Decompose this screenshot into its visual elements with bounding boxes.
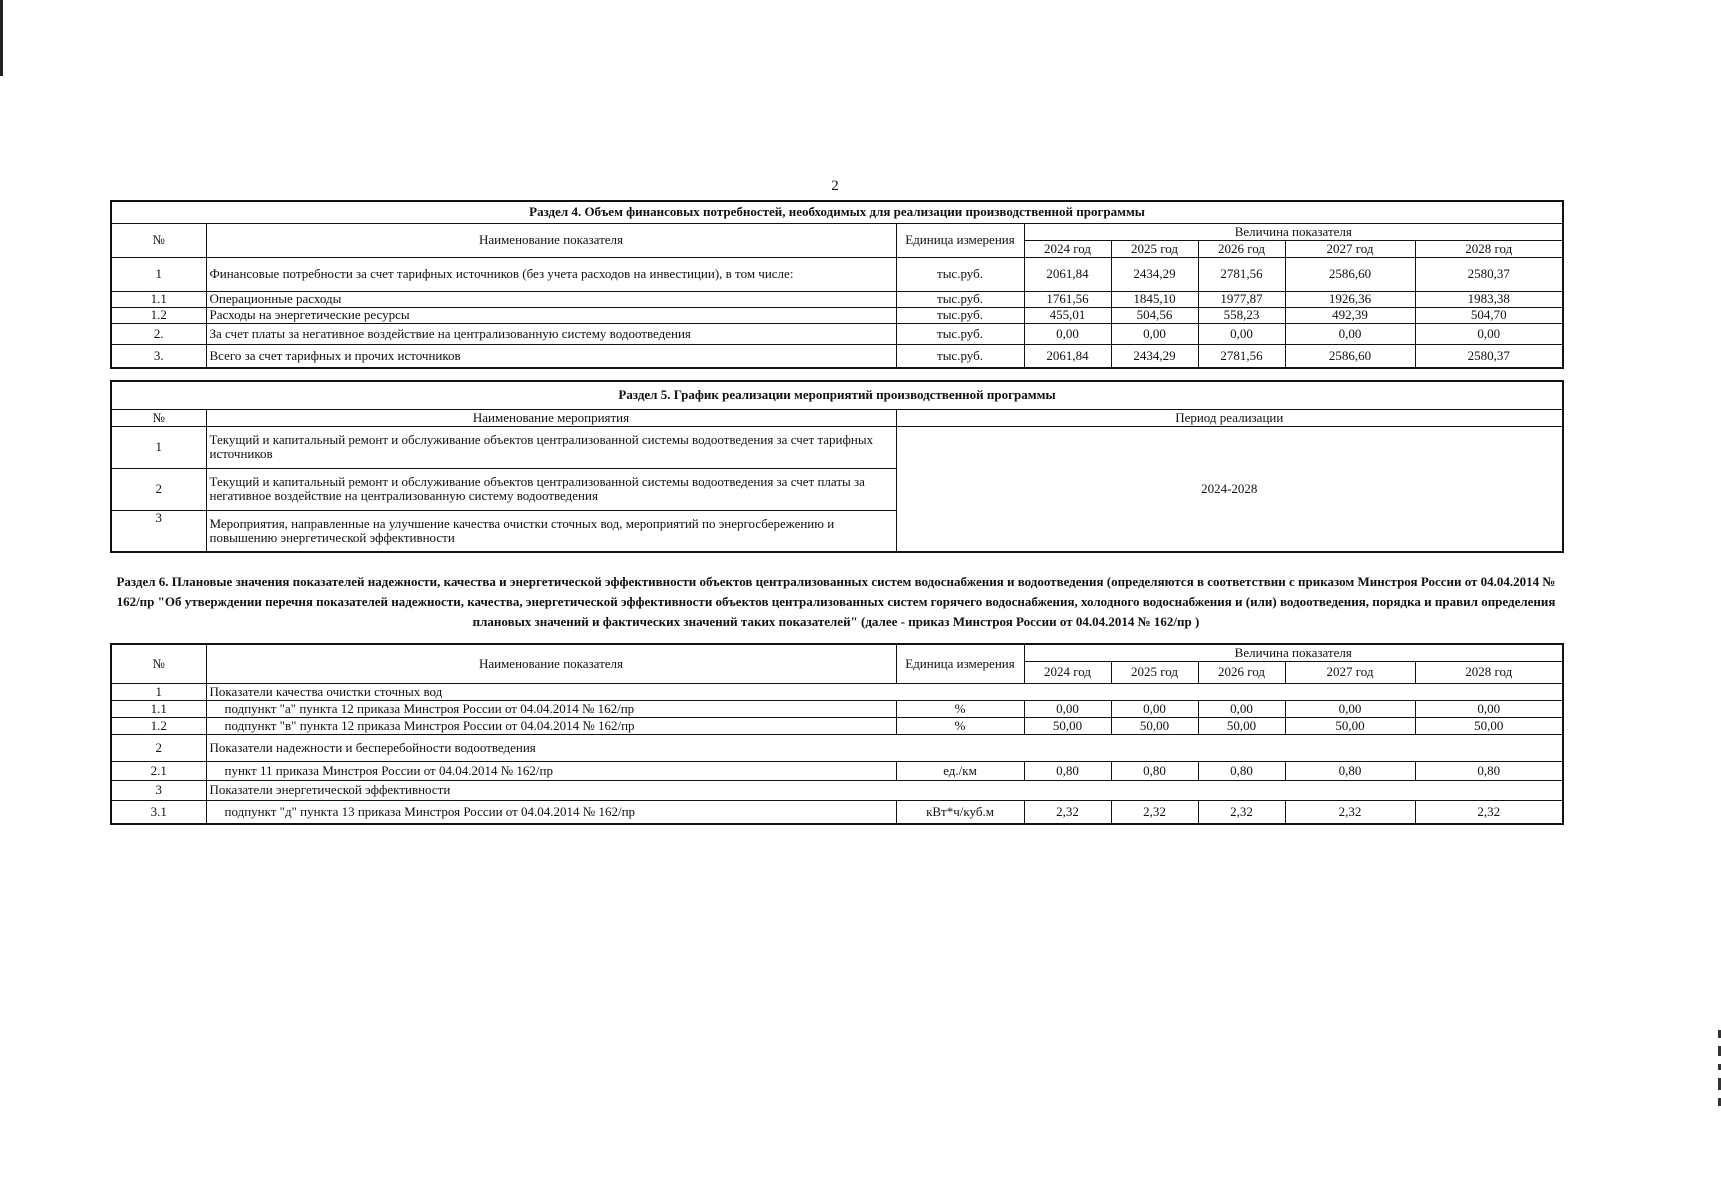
table-row: [111, 257, 1563, 291]
table-row: [111, 323, 1563, 344]
row-value: 2,32: [1111, 800, 1198, 824]
row-name: подпункт "а" пункта 12 приказа Минстроя России от 04.04.2014 № 162/пр: [206, 700, 896, 717]
header-year: 2027 год: [1285, 240, 1415, 257]
row-value: 1926,36: [1285, 291, 1415, 307]
group-name: Показатели качества очистки сточных вод: [206, 683, 1563, 700]
row-value: 2586,60: [1285, 257, 1415, 291]
row-value: 2,32: [1415, 800, 1563, 824]
table-row: [111, 291, 1563, 307]
row-value: 1845,10: [1111, 291, 1198, 307]
row-unit: тыс.руб.: [896, 344, 1024, 368]
table-row: [111, 426, 1563, 468]
row-name: Финансовые потребности за счет тарифных источников (без учета расходов на инвестиции), в том числе:: [206, 257, 896, 291]
header-unit: Единица измерения: [896, 644, 1024, 683]
group-row: [111, 734, 1563, 761]
group-num: 1: [111, 683, 206, 700]
row-value: 0,00: [1285, 323, 1415, 344]
row-num: 1.1: [111, 700, 206, 717]
row-value: 0,00: [1415, 700, 1563, 717]
row-num: 1: [111, 426, 206, 468]
row-value: 0,00: [1415, 323, 1563, 344]
row-value: 50,00: [1111, 717, 1198, 734]
header-year: 2024 год: [1024, 661, 1111, 683]
row-num: 1.2: [111, 307, 206, 323]
header-period: Период реализации: [896, 409, 1563, 426]
row-value: 2434,29: [1111, 344, 1198, 368]
section4-title: Раздел 4. Объем финансовых потребностей, необходимых для реализации производственной программы: [111, 201, 1563, 223]
header-name: Наименование показателя: [206, 644, 896, 683]
group-row: [111, 780, 1563, 800]
group-num: 2: [111, 734, 206, 761]
row-value: 504,56: [1111, 307, 1198, 323]
section6-table: [110, 643, 1564, 825]
row-value: 504,70: [1415, 307, 1563, 323]
period-value: 2024-2028: [896, 426, 1563, 552]
header-num: №: [111, 644, 206, 683]
row-value: 2061,84: [1024, 257, 1111, 291]
row-unit: %: [896, 700, 1024, 717]
section5-title: Раздел 5. График реализации мероприятий производственной программы: [111, 381, 1563, 409]
header-year: 2028 год: [1415, 661, 1563, 683]
row-value: 50,00: [1198, 717, 1285, 734]
row-value: 50,00: [1415, 717, 1563, 734]
table-row: [111, 344, 1563, 368]
row-num: 2: [111, 468, 206, 510]
table-row: [111, 800, 1563, 824]
page-number: 2: [831, 178, 839, 194]
header-value: Величина показателя: [1024, 644, 1563, 661]
header-unit: Единица измерения: [896, 223, 1024, 257]
row-name: Мероприятия, направленные на улучшение качества очистки сточных вод, мероприятий по энергосбережению и повышению энергетической эффективности: [206, 510, 896, 552]
header-name: Наименование показателя: [206, 223, 896, 257]
header-year: 2028 год: [1415, 240, 1563, 257]
row-value: 1983,38: [1415, 291, 1563, 307]
row-value: 2586,60: [1285, 344, 1415, 368]
row-value: 0,80: [1111, 761, 1198, 780]
row-value: 0,00: [1198, 323, 1285, 344]
row-value: 2,32: [1198, 800, 1285, 824]
group-name: Показатели энергетической эффективности: [206, 780, 1563, 800]
row-value: 0,80: [1285, 761, 1415, 780]
header-year: 2024 год: [1024, 240, 1111, 257]
row-value: 0,00: [1285, 700, 1415, 717]
row-value: 2,32: [1024, 800, 1111, 824]
row-name: Расходы на энергетические ресурсы: [206, 307, 896, 323]
table-row: [111, 700, 1563, 717]
group-num: 3: [111, 780, 206, 800]
row-name: За счет платы за негативное воздействие на централизованную систему водоотведения: [206, 323, 896, 344]
row-unit: тыс.руб.: [896, 291, 1024, 307]
row-value: 2580,37: [1415, 344, 1563, 368]
row-name: Всего за счет тарифных и прочих источников: [206, 344, 896, 368]
row-num: 3: [111, 510, 206, 552]
row-value: 455,01: [1024, 307, 1111, 323]
header-value: Величина показателя: [1024, 223, 1563, 240]
row-value: 0,00: [1024, 700, 1111, 717]
row-value: 0,00: [1198, 700, 1285, 717]
row-value: 0,00: [1024, 323, 1111, 344]
row-num: 1.2: [111, 717, 206, 734]
row-value: 50,00: [1024, 717, 1111, 734]
row-name: пункт 11 приказа Минстроя России от 04.04.2014 № 162/пр: [206, 761, 896, 780]
row-num: 2.1: [111, 761, 206, 780]
row-value: 492,39: [1285, 307, 1415, 323]
row-unit: ед./км: [896, 761, 1024, 780]
row-unit: тыс.руб.: [896, 257, 1024, 291]
row-value: 2061,84: [1024, 344, 1111, 368]
header-year: 2026 год: [1198, 240, 1285, 257]
row-num: 3.1: [111, 800, 206, 824]
row-num: 3.: [111, 344, 206, 368]
header-year: 2025 год: [1111, 240, 1198, 257]
row-name: Текущий и капитальный ремонт и обслуживание объектов централизованной системы водоотведения за счет тарифных источников: [206, 426, 896, 468]
row-value: 0,80: [1024, 761, 1111, 780]
row-value: 2,32: [1285, 800, 1415, 824]
row-value: 2781,56: [1198, 257, 1285, 291]
section6-title: Раздел 6. Плановые значения показателей надежности, качества и энергетической эффективности объектов централизованных систем водоснабжения и водоотведения (определяются в соответствии с приказом Минстроя России от 04.04.2014 № 162/пр "Об утверждении перечня показателей надежности, качества, энергетической эффективности объектов централизованных систем горячего водоснабжения, холодного водоснабжения и (или) водоотведения, порядка и правил определения плановых значений и фактических значений таких показателей" (далее - приказ Минстроя России от 04.04.2014 № 162/пр ): [116, 574, 1556, 629]
row-name: подпункт "д" пункта 13 приказа Минстроя России от 04.04.2014 № 162/пр: [206, 800, 896, 824]
header-year: 2027 год: [1285, 661, 1415, 683]
row-name: Операционные расходы: [206, 291, 896, 307]
table-row: [111, 761, 1563, 780]
group-name: Показатели надежности и бесперебойности водоотведения: [206, 734, 1563, 761]
row-num: 2.: [111, 323, 206, 344]
row-num: 1.1: [111, 291, 206, 307]
table-row: [111, 717, 1563, 734]
row-value: 2781,56: [1198, 344, 1285, 368]
section5-table: [110, 380, 1564, 553]
row-name: подпункт "в" пункта 12 приказа Минстроя России от 04.04.2014 № 162/пр: [206, 717, 896, 734]
row-value: 558,23: [1198, 307, 1285, 323]
table-row: [111, 307, 1563, 323]
row-num: 1: [111, 257, 206, 291]
header-year: 2026 год: [1198, 661, 1285, 683]
scan-edge-mark: [0, 0, 3, 76]
header-name: Наименование мероприятия: [206, 409, 896, 426]
row-unit: тыс.руб.: [896, 323, 1024, 344]
header-year: 2025 год: [1111, 661, 1198, 683]
row-value: 1761,56: [1024, 291, 1111, 307]
row-value: 0,00: [1111, 323, 1198, 344]
group-row: [111, 683, 1563, 700]
row-unit: тыс.руб.: [896, 307, 1024, 323]
row-value: 50,00: [1285, 717, 1415, 734]
section4-table: [110, 200, 1564, 369]
row-value: 2434,29: [1111, 257, 1198, 291]
header-num: №: [111, 223, 206, 257]
row-value: 2580,37: [1415, 257, 1563, 291]
row-value: 0,80: [1198, 761, 1285, 780]
row-value: 0,00: [1111, 700, 1198, 717]
row-value: 0,80: [1415, 761, 1563, 780]
header-num: №: [111, 409, 206, 426]
row-value: 1977,87: [1198, 291, 1285, 307]
row-unit: %: [896, 717, 1024, 734]
row-name: Текущий и капитальный ремонт и обслуживание объектов централизованной системы водоотведения за счет платы за негативное воздействие на централизованную систему водоотведения: [206, 468, 896, 510]
row-unit: кВт*ч/куб.м: [896, 800, 1024, 824]
